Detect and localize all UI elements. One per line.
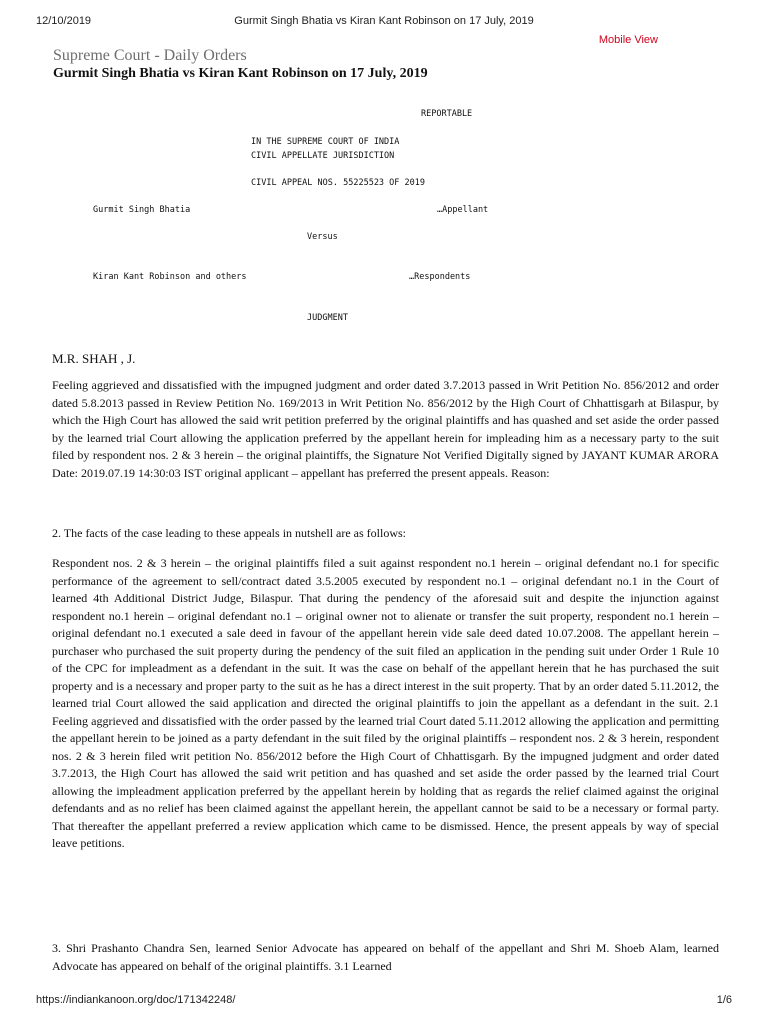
case-title: Gurmit Singh Bhatia vs Kiran Kant Robinson on 17 July, 2019: [53, 66, 428, 81]
print-date: 12/10/2019: [36, 15, 92, 27]
mobile-view-link[interactable]: Mobile View: [598, 34, 658, 46]
court-name-line: IN THE SUPREME COURT OF INDIA: [251, 137, 400, 147]
court-heading: Supreme Court - Daily Orders: [53, 47, 247, 64]
print-header-title: Gurmit Singh Bhatia vs Kiran Kant Robinson on 17 July, 2019: [234, 15, 534, 27]
print-footer-url: https://indiankanoon.org/doc/171342248/: [36, 994, 236, 1006]
respondent-name: Kiran Kant Robinson and others: [93, 272, 247, 282]
appellant-name: Gurmit Singh Bhatia: [93, 205, 191, 215]
reportable-label: REPORTABLE: [421, 109, 473, 119]
paragraph: 3. Shri Prashanto Chandra Sen, learned Senior Advocate has appeared on behalf of the appellant and Shri M. Shoeb Alam, learned Advocate has appeared on behalf of the original plaintiffs. 3.1 Learned: [52, 941, 719, 973]
jurisdiction-line: CIVIL APPELLATE JURISDICTION: [251, 151, 395, 161]
paragraph: Respondent nos. 2 & 3 herein – the original plaintiffs filed a suit against respondent no.1 herein – original defendant no.1 for specific performance of the agreement to sell/contract dated 3.5.2005 executed by respondent no.1 – original defendant no.1 in the Court of learned 4th Additional District Judge, Bilaspur. That during the pendency of the aforesaid suit and despite the injunction against respondent no.1 herein – original defendant no.1 – original owner not to alienate or transfer the suit property, respondent no.1 herein – original defendant no.1 executed a sale deed in favour of the appellant herein vide sale deed dated 10.07.2008. The appellant herein – purchaser who purchased the suit property during the pendency of the suit filed an application in the pending suit under Order 1 Rule 10 of the CPC for impleadment as a defendant in the suit. It was the case on behalf of the appellant herein that he has purchased the suit property and is a necessary and proper party to the suit as he has a direct interest in the suit property. That by an order dated 5.11.2012, the learned trial Court allowed the said application and directed the original plaintiffs to join the appellant as a defendant in the suit. 2.1 Feeling aggrieved and dissatisfied with the order passed by the learned trial Court dated 5.11.2012 allowing the application and permitting the appellant herein to be joined as a party defendant in the suit filed by the original plaintiffs – respondent nos. 2 & 3 herein, respondent nos. 2 & 3 herein filed writ petition No. 856/2012 before the High Court of Chhattisgarh. By the impugned judgment and order dated 3.7.2013, the High Court has allowed the said writ petition and has quashed and set aside the order passed by the learned trial Court allowing the impleadment application preferred by the appellant herein by holding that as regards the relief claimed against the original defendants and as no relief has been claimed against the appellant herein, the appellant cannot be said to be a necessary or formal party. That thereafter the appellant preferred a review application which came to be dismissed. Hence, the present appeals by way of special leave petitions.: [52, 556, 719, 850]
judge-name: M.R. SHAH , J.: [52, 351, 136, 366]
appeal-number: CIVIL APPEAL NOS. 55225523 OF 2019: [251, 178, 425, 188]
versus-label: Versus: [307, 232, 338, 242]
page-number: 1/6: [716, 994, 732, 1006]
judgment-label: JUDGMENT: [307, 313, 348, 323]
respondent-role: …Respondents: [409, 272, 471, 282]
paragraph: 2. The facts of the case leading to these appeals in nutshell are as follows:: [52, 526, 406, 540]
paragraph: Feeling aggrieved and dissatisfied with the impugned judgment and order dated 3.7.2013 passed in Writ Petition No. 856/2012 and order dated 5.8.2013 passed in Review Petition No. 169/2013 in Writ Petition No. 856/2012 by the High Court of Chhattisgarh at Bilaspur, by which the High Court has allowed the said writ petition preferred by the original plaintiffs and has quashed and set aside the order passed by the learned trial Court allowing the application preferred by the appellant herein for impleading him as a necessary party to the suit filed by respondent nos. 2 & 3 herein – the original plaintiffs, the Signature Not Verified Digitally signed by JAYANT KUMAR ARORA Date: 2019.07.19 14:30:03 IST original applicant – appellant has preferred the present appeals. Reason:: [52, 378, 719, 480]
appellant-role: …Appellant: [437, 205, 489, 215]
